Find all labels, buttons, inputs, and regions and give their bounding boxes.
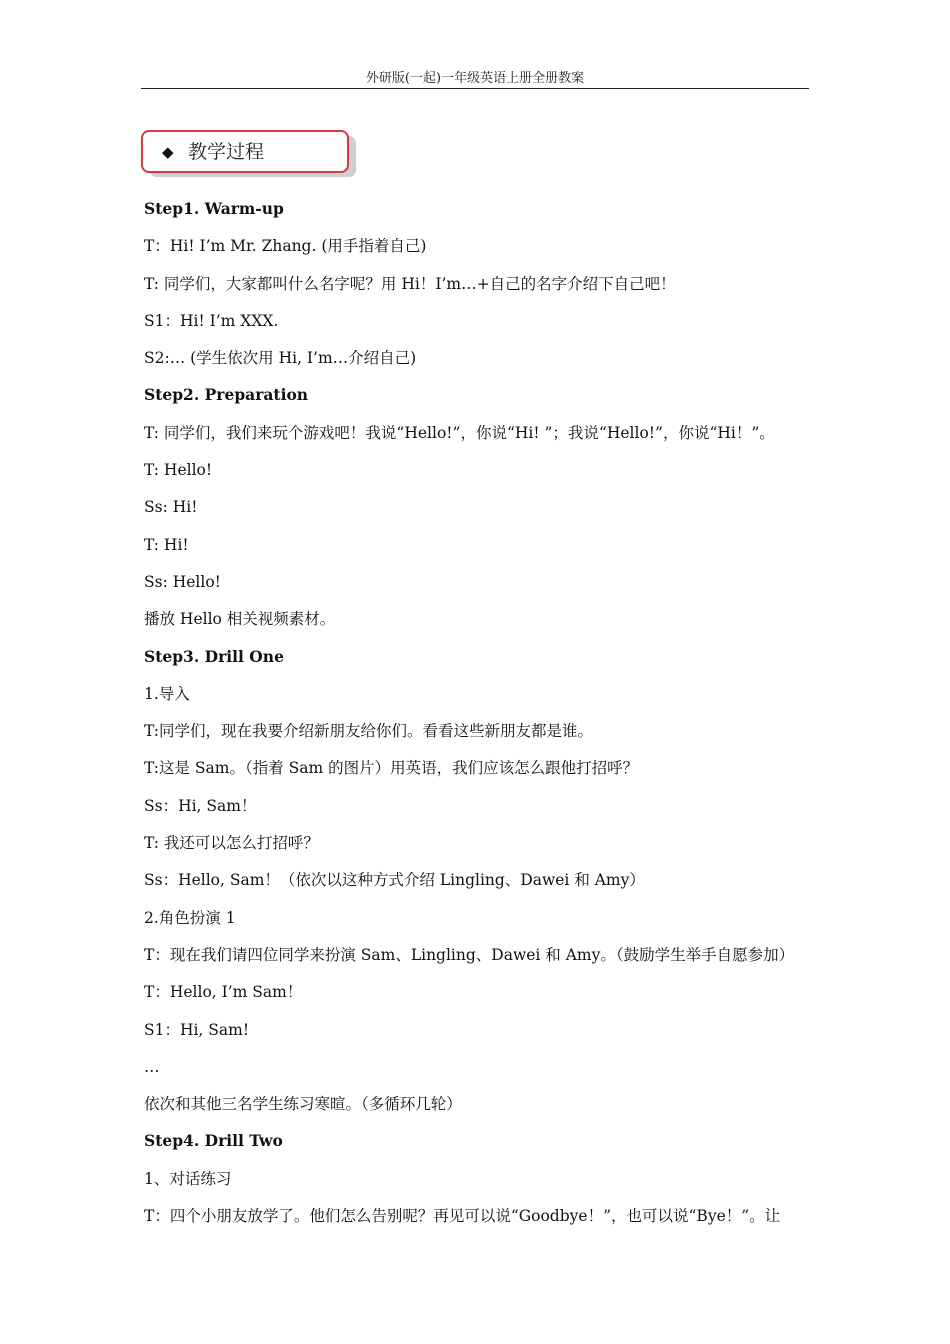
lesson-line: 依次和其他三名学生练习寒暄。（多循环几轮） [144, 1095, 462, 1114]
lesson-line: T：Hi! I’m Mr. Zhang. (用手指着自己) [144, 237, 427, 256]
lesson-line: S1：Hi! I’m XXX. [144, 311, 279, 330]
lesson-line: Ss: Hello! [144, 572, 221, 591]
section-heading-box [141, 130, 349, 173]
lesson-line: 2.角色扮演 1 [144, 908, 236, 927]
lesson-line: 播放 Hello 相关视频素材。 [144, 610, 336, 629]
step-heading: Step3. Drill One [144, 646, 284, 666]
lesson-line: S1：Hi, Sam! [144, 1020, 250, 1039]
lesson-line: … [144, 1057, 160, 1076]
lesson-line: T: 同学们，我们来玩个游戏吧！我说“Hello!”，你说“Hi! ”；我说“Hello!”，你说“Hi！”。 [144, 423, 775, 442]
step-heading: Step4. Drill Two [144, 1131, 283, 1151]
step-heading: Step2. Preparation [144, 385, 309, 405]
lesson-line: T：Hello, I’m Sam！ [144, 983, 303, 1002]
lesson-line: T：现在我们请四位同学来扮演 Sam、Lingling、Dawei 和 Amy。（鼓励学生举手自愿参加） [144, 945, 795, 964]
diamond-bullet-icon: ◆ [162, 143, 174, 161]
lesson-line: S2:… (学生依次用 Hi, I’m…介绍自己) [144, 349, 417, 368]
header-divider [141, 88, 809, 89]
lesson-line: T:这是 Sam。（指着 Sam 的图片）用英语，我们应该怎么跟他打招呼？ [144, 759, 639, 778]
lesson-content [144, 198, 816, 1242]
lesson-line: T: 我还可以怎么打招呼？ [144, 834, 319, 853]
step-heading: Step1. Warm-up [144, 199, 284, 218]
lesson-line: T：四个小朋友放学了。他们怎么告别呢？再见可以说“Goodbye！”，也可以说“Bye！”。让 [144, 1207, 781, 1226]
section-heading-title: 教学过程 [188, 141, 265, 163]
lesson-line: Ss: Hi! [144, 498, 198, 517]
lesson-line: Ss：Hi, Sam！ [144, 796, 257, 815]
lesson-line: 1.导入 [144, 684, 190, 703]
page-header-title: 外研版(一起)一年级英语上册全册教案 [365, 71, 585, 86]
lesson-line: Ss：Hello, Sam！（依次以这种方式介绍 Lingling、Dawei 和 Amy） [144, 871, 645, 890]
lesson-line: 1、对话练习 [144, 1169, 232, 1188]
lesson-line: T: 同学们，大家都叫什么名字呢？用 Hi！I’m…+自己的名字介绍下自己吧！ [144, 274, 676, 293]
lesson-line: T: Hi! [144, 535, 189, 554]
lesson-line: T: Hello! [144, 461, 213, 480]
lesson-line: T:同学们，现在我要介绍新朋友给你们。看看这些新朋友都是谁。 [144, 722, 594, 741]
